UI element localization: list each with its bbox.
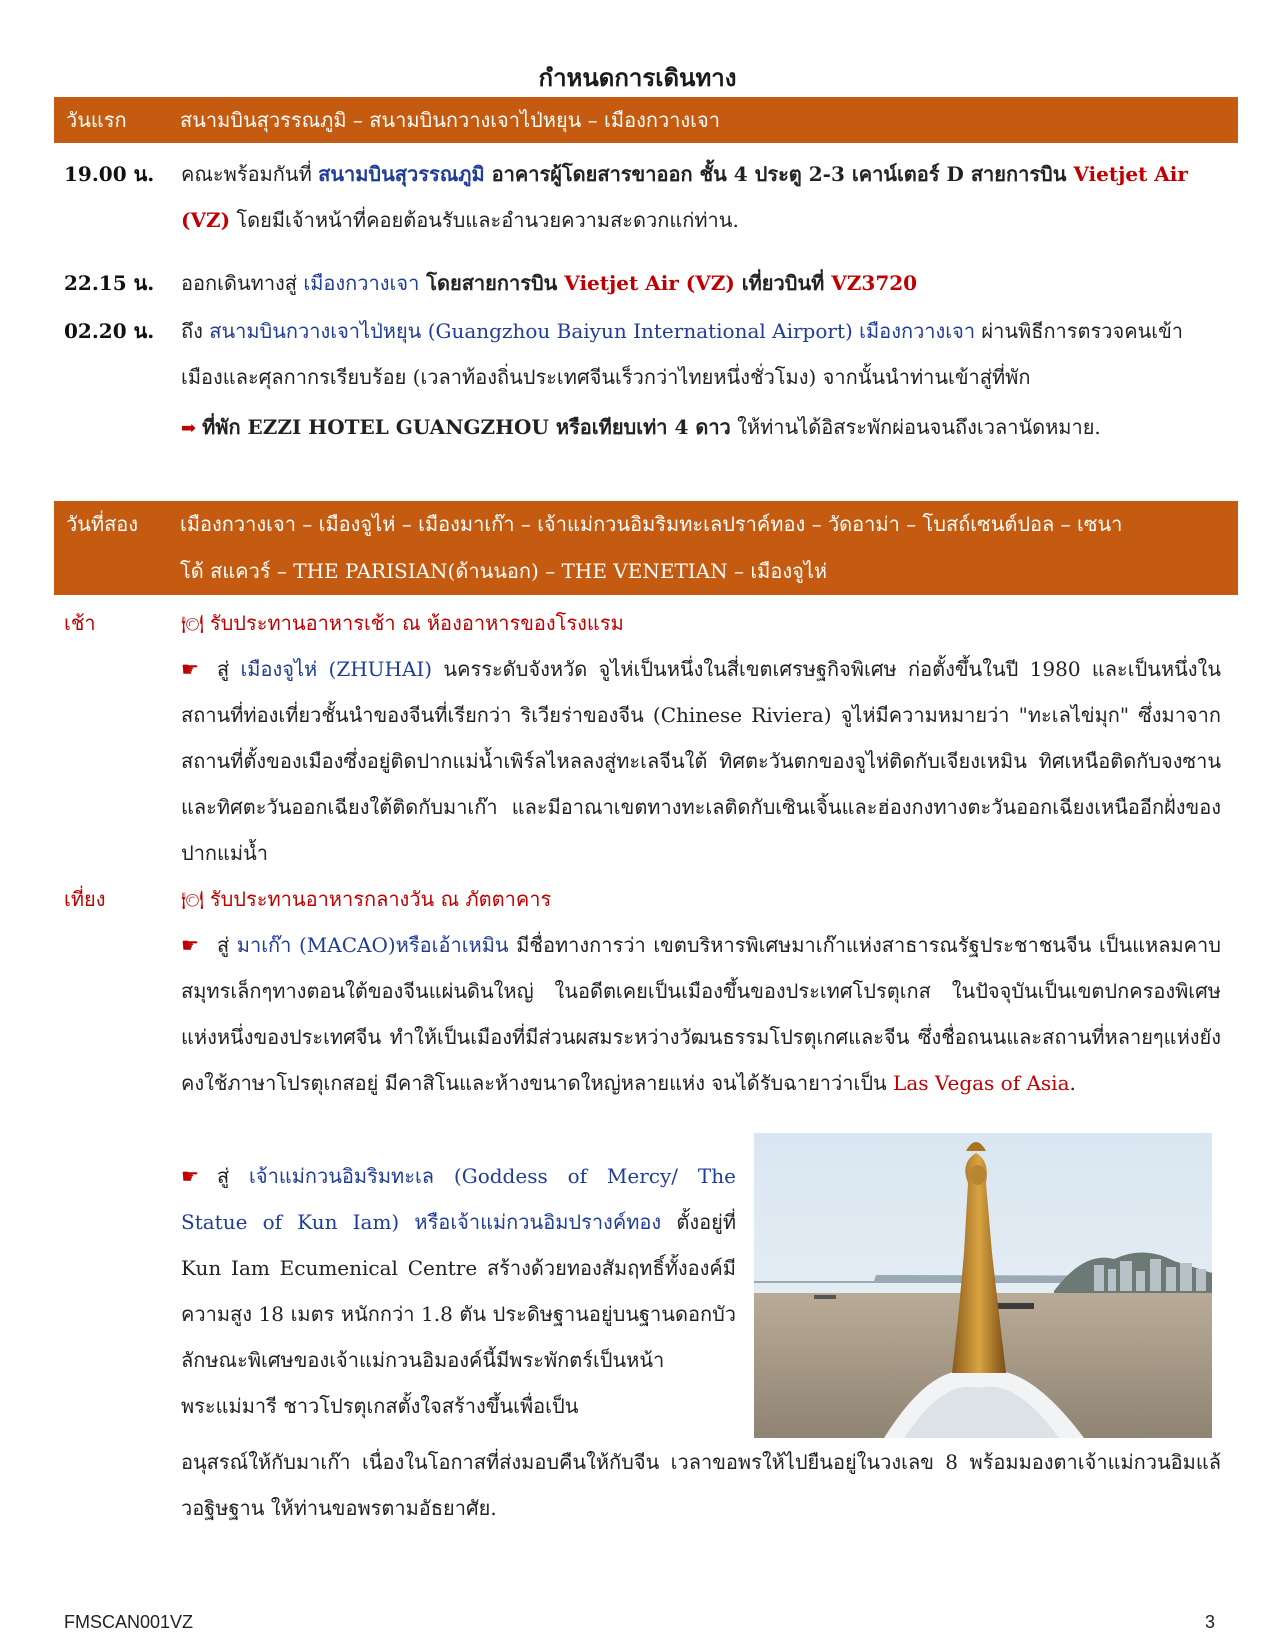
kun-iam-statue-photo — [754, 1133, 1212, 1438]
day2-route-line1: เมืองกวางเจา – เมืองจูไห่ – เมืองมาเก๊า – เจ้าแม่กวนอิมริมทะเลปราค์ทอง – วัดอาม่า – โบสถ์เซนต์ปอล – เซนา — [180, 512, 1123, 536]
macao-name: มาเก๊า (MACAO)หรือเอ้าเหมิน — [236, 933, 509, 957]
page-title: กำหนดการเดินทาง — [538, 63, 737, 92]
kuniam-name: เจ้าแม่กวนอิมริมทะเล (Goddess of Mercy/ The Statue of Kun Iam) หรือเจ้าแม่กวนอิมปรางค์ทอง — [181, 1164, 736, 1234]
pointing-hand-icon: ☛ — [181, 657, 199, 681]
day2-label: วันที่สอง — [66, 512, 139, 536]
time-label: 02.20 น. — [64, 319, 155, 343]
row-text: ออกเดินทางสู่ เมืองกวางเจา โดยสายการบิน Vietjet Air (VZ) เที่ยวบินที่ VZ3720 — [181, 271, 918, 295]
time-label: 19.00 น. — [64, 162, 155, 186]
airline-name: Vietjet Air (VZ) — [181, 162, 1188, 232]
airport-name: สนามบินสุวรรณภูมิ — [318, 162, 485, 186]
page-number: 3 — [1204, 1612, 1215, 1632]
row-text: คณะพร้อมกันที่ สนามบินสุวรรณภูมิ อาคารผู้โดยสารขาออก ชั้น 4 ประตู 2-3 เคาน์เตอร์ D สายการบิน Vietjet Air (VZ) โดยมีเจ้าหน้าที่คอยต้อนรับและอำนวยความสะดวกแก่ท่าน. — [181, 162, 1188, 232]
day1-route: สนามบินสุวรรณภูมิ – สนามบินกวางเจาไป่หยุน – เมืองกวางเจา — [180, 108, 720, 132]
flight-number: VZ3720 — [831, 271, 918, 295]
row-text: ถึง สนามบินกวางเจาไป่หยุน (Guangzhou Baiyun International Airport) เมืองกวางเจา ผ่านพิธีการตรวจคนเข้าเมืองและศุลกากรเรียบร้อย (เวลาท้องถิ่นประเทศจีนเร็วกว่าไทยหนึ่งชั่วโมง) จากนั้นนำท่านเข้าสู่ที่พัก — [181, 319, 1183, 389]
las-vegas-text: Las Vegas of Asia — [893, 1071, 1070, 1095]
pointing-hand-icon: ☛ — [181, 933, 199, 957]
document-code: FMSCAN001VZ — [64, 1612, 194, 1632]
hotel-arrow-icon: ➡ — [181, 418, 197, 439]
day1-label: วันแรก — [66, 108, 127, 132]
time-label: 22.15 น. — [64, 271, 155, 295]
slot-label: เช้า — [64, 611, 96, 635]
meal-plate-icon: 🍽 — [181, 614, 204, 635]
zhuhai-name: เมืองจูไห่ (ZHUHAI) — [240, 657, 433, 681]
pointing-hand-icon: ☛ — [181, 1164, 199, 1188]
hotel-name: ที่พัก EZZI HOTEL GUANGZHOU หรือเทียบเท่า 4 ดาว — [202, 415, 731, 439]
day1-header — [54, 97, 1238, 143]
meal-plate-icon: 🍽 — [181, 890, 204, 911]
slot-label: เที่ยง — [64, 887, 106, 911]
day2-route-line2: โด้ สแควร์ – THE PARISIAN(ด้านนอก) – THE VENETIAN – เมืองจูไห่ — [180, 559, 828, 583]
day2-header — [54, 501, 1238, 595]
